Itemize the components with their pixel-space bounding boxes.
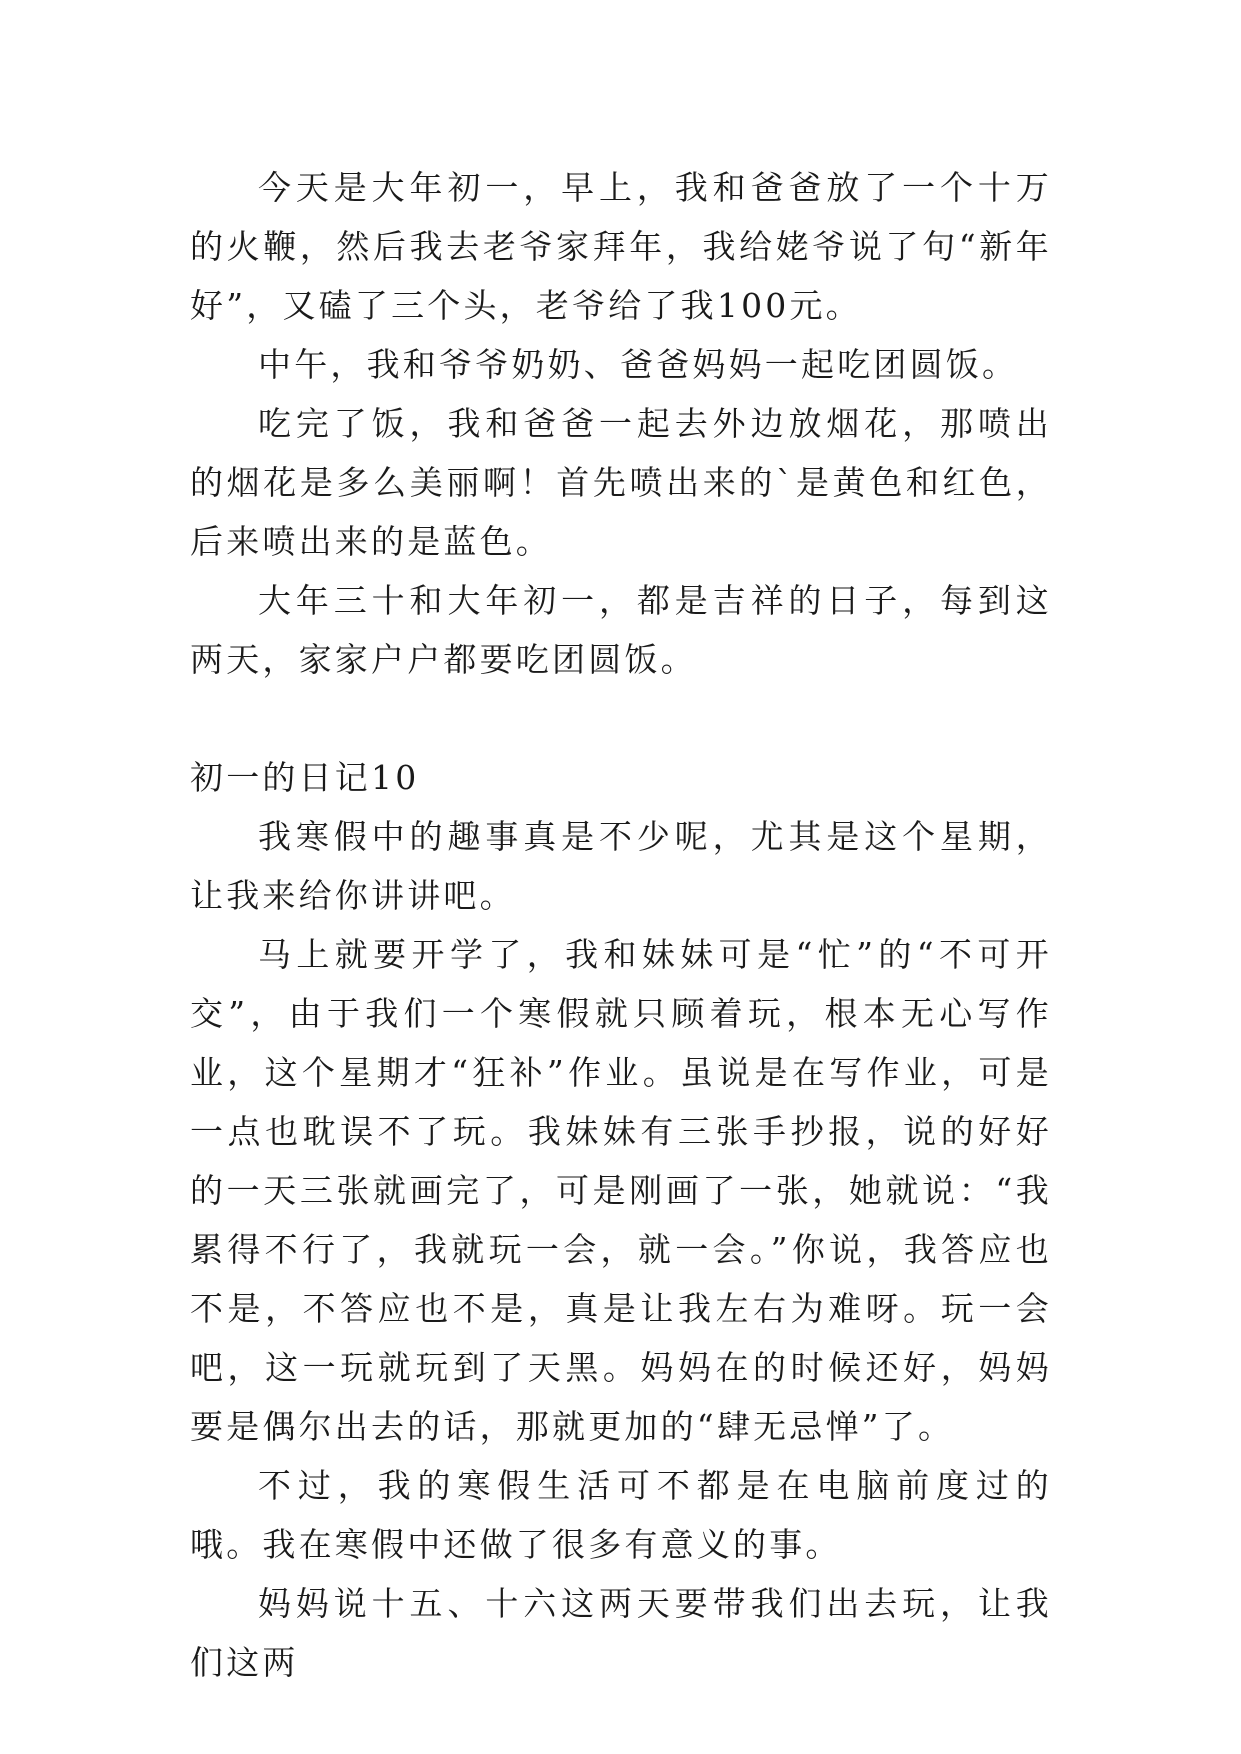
paragraph-winter-break-intro: 我寒假中的趣事真是不少呢，尤其是这个星期，让我来给你讲讲吧。 (190, 817, 1052, 915)
paragraph-new-year-morning: 今天是大年初一，早上，我和爸爸放了一个十万的火鞭，然后我去老爷家拜年，我给姥爷说了句“新年好”，又磕了三个头，老爷给了我100元。 (190, 168, 1052, 325)
document-body (190, 158, 1052, 1692)
paragraph-fireworks: 吃完了饭，我和爸爸一起去外边放烟花，那喷出的烟花是多么美丽啊！首先喷出来的`是黄色和红色，后来喷出来的是蓝色。 (190, 404, 1052, 561)
paragraph-meaningful-things: 不过，我的寒假生活可不都是在电脑前度过的哦。我在寒假中还做了很多有意义的事。 (190, 1466, 1052, 1564)
section-title: 初一的日记10 (190, 758, 420, 797)
paragraph-reunion-lunch: 中午，我和爷爷奶奶、爸爸妈妈一起吃团圆饭。 (258, 345, 1019, 384)
paragraph-auspicious-days: 大年三十和大年初一，都是吉祥的日子，每到这两天，家家户户都要吃团圆饭。 (190, 581, 1052, 679)
section-spacer (190, 689, 1052, 748)
paragraph-outing-plan: 妈妈说十五、十六这两天要带我们出去玩，让我们这两 (190, 1584, 1052, 1682)
paragraph-homework-story: 马上就要开学了，我和妹妹可是“忙”的“不可开交”，由于我们一个寒假就只顾着玩，根本无心写作业，这个星期才“狂补”作业。虽说是在写作业，可是一点也耽误不了玩。我妹妹有三张手抄报，说的好好的一天三张就画完了，可是刚画了一张，她就说：“我累得不行了，我就玩一会，就一会。”你说，我答应也不是，不答应也不是，真是让我左右为难呀。玩一会吧，这一玩就玩到了天黑。妈妈在的时候还好，妈妈要是偶尔出去的话，那就更加的“肆无忌惮”了。 (190, 935, 1052, 1446)
